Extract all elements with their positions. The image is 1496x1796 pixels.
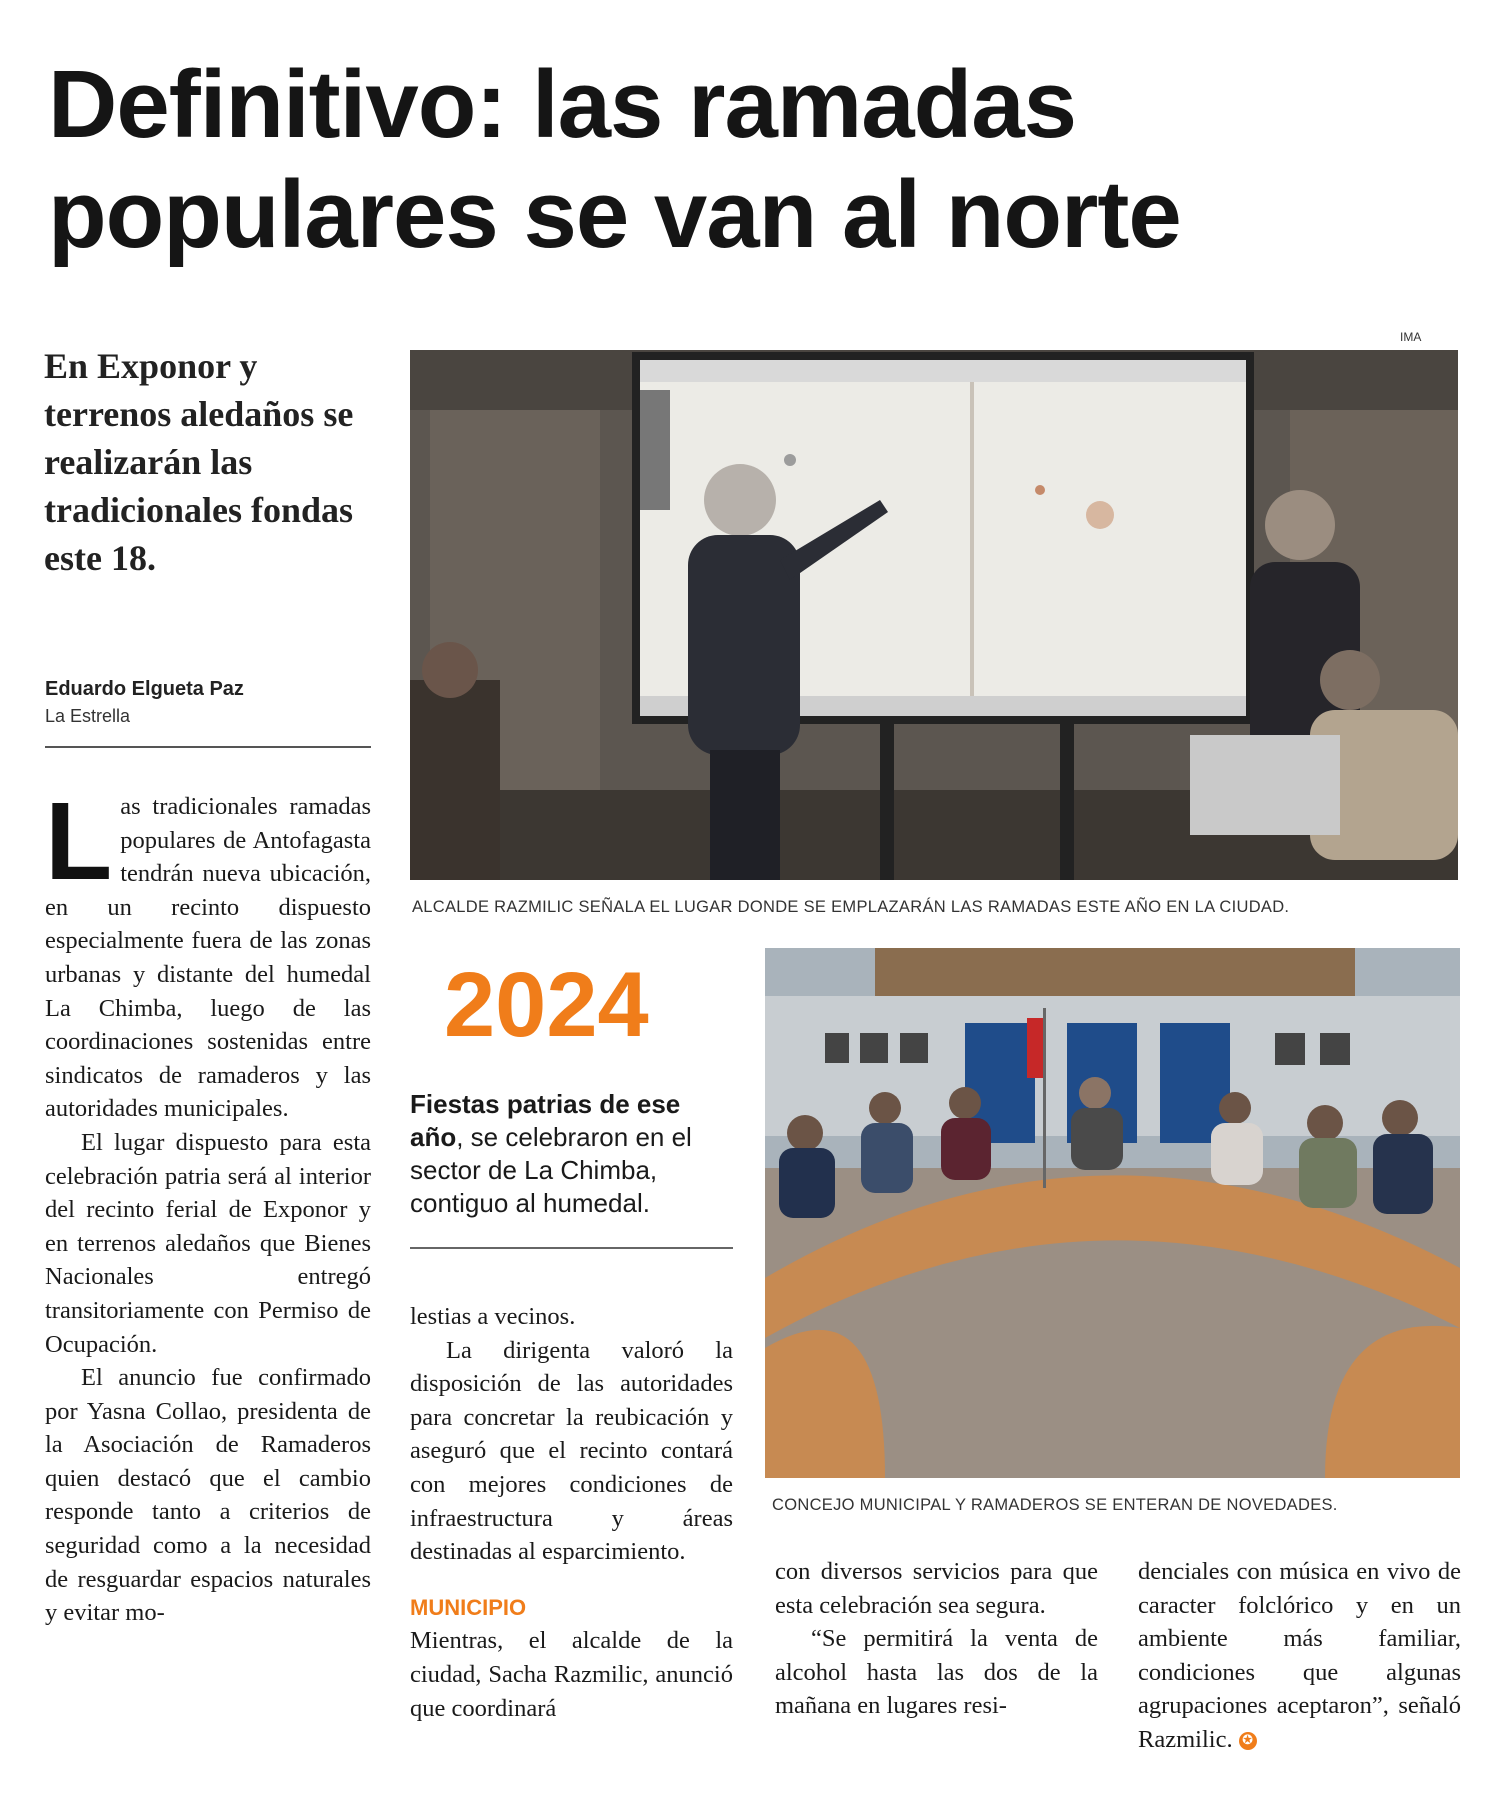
drop-cap: L	[45, 780, 113, 903]
headline	[48, 50, 1448, 270]
byline-author: Eduardo Elgueta Paz	[45, 678, 244, 700]
headline-line-2: populares se van al norte	[48, 161, 1181, 268]
photo-council-meeting	[765, 948, 1460, 1478]
body-paragraph: lestias a vecinos.	[410, 1303, 576, 1330]
body-paragraph: El anuncio fue confirmado por Yasna Collao, presidenta de la Asociación de Ramaderos quien destacó que el cambio responde tanto a criterios de seguridad como a la necesidad de resguardar espacios naturales y evitar mo-	[45, 1364, 371, 1627]
highlight-bold: Fiestas patrias de ese año	[410, 1089, 681, 1152]
paragraph-text: as tradicionales ramadas populares de Antofagasta tendrán nueva ubicación, en un recinto dispuesto especialmente fuera de las zonas urbanas y distante del humedal La Chimba, luego de las coordinaciones sostenidas entre sindicatos de ramaderos y las autoridades municipales.	[45, 793, 371, 1123]
body-paragraph: Mientras, el alcalde de la ciudad, Sacha Razmilic, anunció que coordinará	[410, 1627, 733, 1722]
photo-2-caption: CONCEJO MUNICIPAL Y RAMADEROS SE ENTERAN DE NOVEDADES.	[772, 1496, 1338, 1514]
body-column-1	[45, 780, 371, 1630]
highlight-year: 2024	[444, 954, 649, 1056]
headline-line-1: Definitivo: las ramadas	[48, 51, 1077, 158]
deck-summary: En Exponor y terrenos aledaños se realizarán las tradicionales fondas este 18.	[44, 346, 354, 578]
body-paragraph	[45, 780, 371, 1126]
body-paragraph: El lugar dispuesto para esta celebración patria será al interior del recinto ferial de Exponor y en terrenos aledaños que Bienes Nacionales entregó transitoriamente con Permiso de Ocupación.	[45, 1128, 371, 1358]
body-paragraph: La dirigenta valoró la disposición de las autoridades para concretar la reubicación y aseguró que el recinto contará con mejores condiciones de infraestructura y áreas destinadas al esparcimiento.	[410, 1336, 733, 1566]
section-subhead: MUNICIPIO	[410, 1594, 527, 1620]
body-column-3	[775, 1555, 1098, 1723]
byline-source: La Estrella	[45, 706, 131, 726]
body-paragraph: “Se permitirá la venta de alcohol hasta las dos de la mañana en lugares resi-	[775, 1625, 1098, 1720]
photo-credit: IMA	[1400, 330, 1422, 344]
photo-1-caption: ALCALDE RAZMILIC SEÑALA EL LUGAR DONDE SE EMPLAZARÁN LAS RAMADAS ESTE AÑO EN LA CIUDAD.	[412, 898, 1290, 916]
divider-byline	[45, 746, 371, 748]
paragraph-text: denciales con música en vivo de caracter folclórico y en un ambiente más familiar, condiciones que algunas agrupaciones aceptaron”, señaló Razmilic.	[1138, 1558, 1461, 1753]
body-paragraph	[1138, 1555, 1461, 1757]
divider-highlight	[410, 1247, 733, 1249]
body-column-2	[410, 1300, 733, 1725]
body-paragraph: con diversos servicios para que esta celebración sea segura.	[775, 1558, 1098, 1619]
star-circle-icon: ✪	[1239, 1732, 1257, 1750]
highlight-text	[410, 1088, 740, 1220]
body-column-4	[1138, 1555, 1461, 1757]
highlight-rest: , se celebraron en el sector de La Chimba, contiguo al humedal.	[410, 1122, 692, 1218]
photo-mayor-screen	[410, 350, 1458, 880]
